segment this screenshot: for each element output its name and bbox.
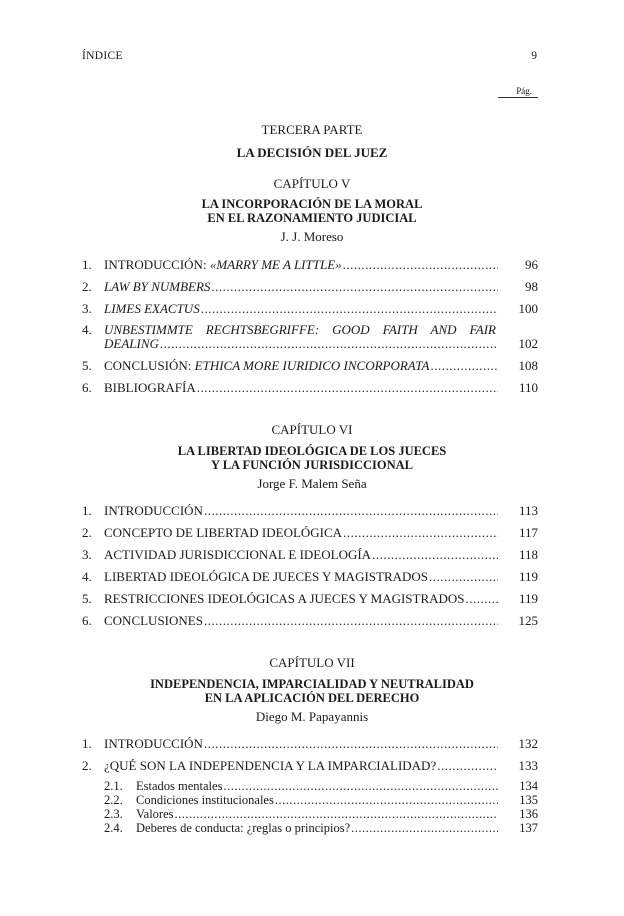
dot-leader — [351, 821, 498, 836]
dot-leader — [343, 257, 498, 273]
chapter-title-line: Y LA FUNCIÓN JURISDICCIONAL — [211, 458, 413, 472]
toc-subentry[interactable] — [104, 779, 538, 793]
toc-entry-number: 4. — [82, 569, 92, 584]
toc-entry-title: ACTIVIDAD JURISDICCIONAL E IDEOLOGÍA — [104, 547, 372, 562]
dot-leader — [204, 613, 498, 629]
dot-leader — [275, 793, 498, 808]
toc-subentry-page: 134 — [519, 779, 538, 793]
chapter-label: CAPÍTULO VII — [269, 655, 355, 670]
toc-entry-number: 3. — [82, 547, 92, 562]
dot-leader — [437, 758, 498, 774]
toc-subentry-number: 2.1. — [104, 779, 123, 793]
chapter-title-line: EN LA APLICACIÓN DEL DERECHO — [204, 691, 420, 705]
chapter-title-line: LA LIBERTAD IDEOLÓGICA DE LOS JUECES — [177, 444, 447, 458]
toc-entry-number: 6. — [82, 613, 92, 628]
toc-subentry-title: Valores — [136, 807, 174, 821]
toc-entry-page: 119 — [518, 569, 538, 584]
page-column-label: Pág. — [498, 86, 538, 98]
chapter-title-line: EN EL RAZONAMIENTO JUDICIAL — [207, 211, 417, 225]
toc-entry-page: 98 — [525, 279, 538, 294]
dot-leader — [204, 503, 498, 519]
toc-entry-number: 2. — [82, 279, 92, 294]
toc-entry-number: 3. — [82, 301, 92, 316]
toc-entry[interactable] — [82, 613, 538, 631]
toc-entry-page: 108 — [518, 358, 538, 373]
toc-entry-title: LIMES EXACTUS — [104, 301, 200, 316]
toc-subentry-title: Deberes de conducta: ¿reglas o principios? — [136, 821, 351, 835]
toc-entry-title-line: DEALING — [104, 336, 159, 351]
toc-entry-page: 113 — [518, 503, 538, 518]
dot-leader — [204, 736, 498, 752]
toc-entry[interactable] — [82, 525, 538, 543]
toc-subentry-number: 2.4. — [104, 821, 123, 835]
toc-entry-title: CONCEPTO DE LIBERTAD IDEOLÓGICA — [104, 525, 343, 540]
toc-entry-title: RESTRICCIONES IDEOLÓGICAS A JUECES Y MAGISTRADOS — [104, 591, 465, 606]
running-header-section: ÍNDICE — [82, 50, 123, 62]
toc-entry-page: 125 — [518, 613, 538, 628]
toc-entry-page: 119 — [518, 591, 538, 606]
toc-entry-number: 6. — [82, 380, 92, 395]
toc-entry[interactable] — [82, 301, 538, 319]
part-label: TERCERA PARTE — [261, 122, 363, 137]
chapter-title-line: INDEPENDENCIA, IMPARCIALIDAD Y NEUTRALIDAD — [150, 677, 474, 691]
toc-subentry-title: Estados mentales — [136, 779, 223, 793]
toc-entry-title: LIBERTAD IDEOLÓGICA DE JUECES Y MAGISTRADOS — [104, 569, 429, 584]
toc-entry-number: 5. — [82, 358, 92, 373]
toc-entry-title-line: UNBESTIMMTE RECHTSBEGRIFFE: GOOD FAITH AND FAIR — [104, 322, 496, 337]
toc-entry-title: CONCLUSIÓN: ETHICA MORE IURIDICO INCORPORATA — [104, 358, 430, 373]
toc-entry-number: 5. — [82, 591, 92, 606]
toc-entry[interactable] — [82, 547, 538, 565]
toc-subentry[interactable] — [104, 821, 538, 835]
dot-leader — [223, 779, 498, 794]
toc-entry[interactable] — [82, 257, 538, 275]
toc-entry-page: 100 — [518, 301, 538, 316]
toc-entry-number: 1. — [82, 503, 92, 518]
part-title: LA DECISIÓN DEL JUEZ — [236, 145, 388, 160]
dot-leader — [175, 807, 499, 822]
toc-subentry-page: 136 — [519, 807, 538, 821]
toc-entry-title: CONCLUSIONES — [104, 613, 203, 628]
toc-subentry-page: 135 — [519, 793, 538, 807]
toc-entry-title: INTRODUCCIÓN — [104, 503, 203, 518]
dot-leader — [201, 301, 498, 317]
toc-entry-title: ¿QUÉ SON LA INDEPENDENCIA Y LA IMPARCIALIDAD? — [104, 758, 437, 773]
toc-entry-number: 4. — [82, 322, 92, 337]
toc-entry-number: 2. — [82, 758, 92, 773]
toc-entry[interactable] — [82, 358, 538, 376]
toc-entry-title: INTRODUCCIÓN — [104, 736, 203, 751]
toc-entry[interactable] — [82, 503, 538, 521]
toc-entry-page: 110 — [518, 380, 538, 395]
toc-entry[interactable] — [82, 569, 538, 587]
toc-entry-title: LAW BY NUMBERS — [104, 279, 211, 294]
toc-subentry-number: 2.3. — [104, 807, 123, 821]
toc-entry-page: 102 — [518, 336, 538, 351]
chapter-author: Diego M. Papayannis — [255, 709, 369, 724]
toc-entry-page: 132 — [518, 736, 538, 751]
toc-subentry[interactable] — [104, 793, 538, 807]
dot-leader — [430, 358, 498, 374]
toc-entry-page: 118 — [518, 547, 538, 562]
dot-leader — [343, 525, 498, 541]
toc-entry-continuation[interactable] — [104, 336, 538, 354]
chapter-title-line: LA INCORPORACIÓN DE LA MORAL — [201, 197, 423, 211]
toc-entry[interactable] — [82, 736, 538, 754]
toc-subentry-title: Condiciones institucionales — [136, 793, 274, 807]
toc-entry[interactable] — [82, 279, 538, 297]
chapter-label: CAPÍTULO VI — [271, 422, 353, 437]
toc-entry[interactable] — [82, 758, 538, 776]
dot-leader — [429, 569, 498, 585]
toc-entry-number: 1. — [82, 257, 92, 272]
dot-leader — [372, 547, 498, 563]
toc-entry-number: 2. — [82, 525, 92, 540]
toc-entry-title: BIBLIOGRAFÍA — [104, 380, 196, 395]
toc-subentry-page: 137 — [519, 821, 538, 835]
toc-entry-title: INTRODUCCIÓN: «MARRY ME A LITTLE» — [104, 257, 342, 272]
toc-entry-number: 1. — [82, 736, 92, 751]
toc-entry[interactable] — [82, 380, 538, 398]
toc-entry-page: 96 — [525, 257, 538, 272]
running-header-page-number: 9 — [531, 50, 537, 62]
toc-entry[interactable] — [82, 591, 538, 609]
dot-leader — [197, 380, 498, 396]
dot-leader — [211, 279, 498, 295]
toc-entry-page: 133 — [518, 758, 538, 773]
chapter-author: Jorge F. Malem Seña — [257, 476, 367, 491]
dot-leader — [160, 336, 498, 352]
chapter-author: J. J. Moreso — [280, 229, 344, 244]
dot-leader — [466, 591, 498, 607]
toc-subentry[interactable] — [104, 807, 538, 821]
chapter-label: CAPÍTULO V — [273, 176, 351, 191]
toc-entry-page: 117 — [518, 525, 538, 540]
toc-subentry-number: 2.2. — [104, 793, 123, 807]
